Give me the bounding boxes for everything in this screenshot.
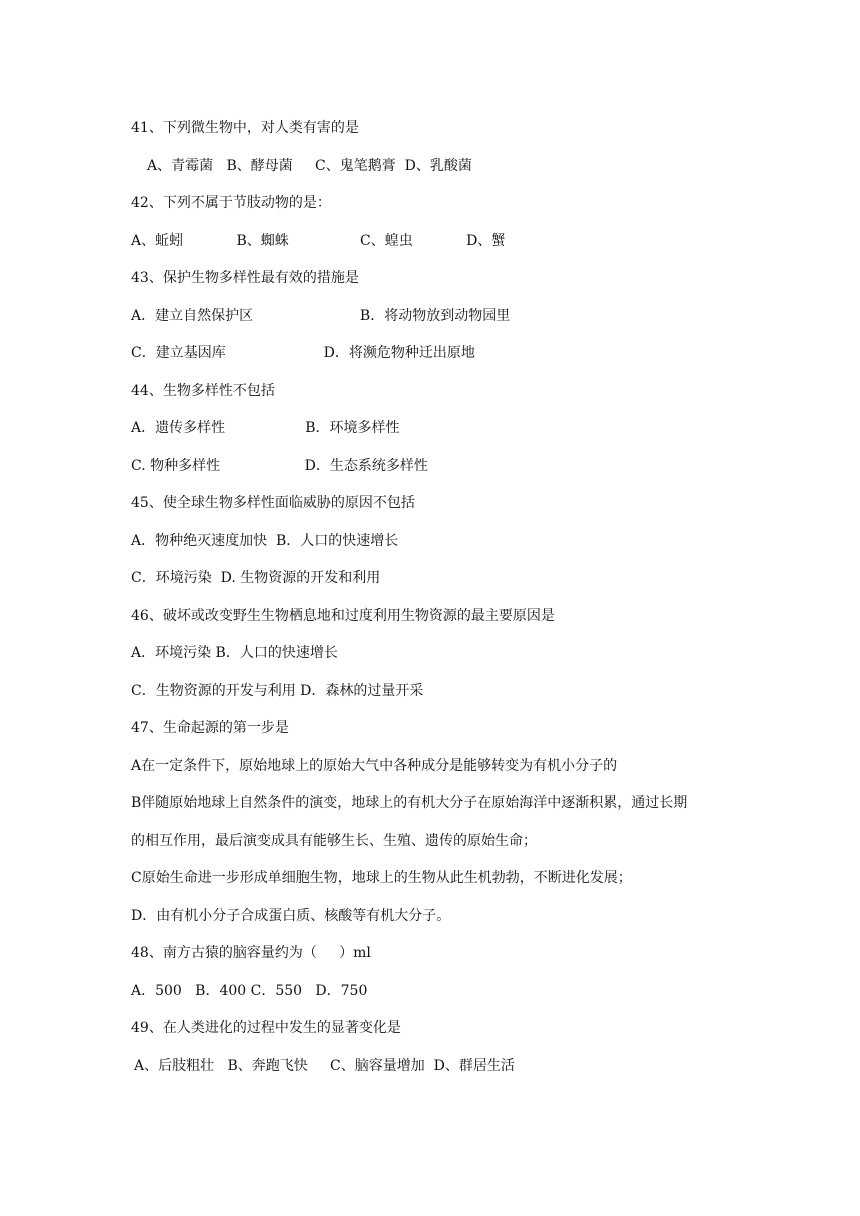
- question-41: 41、下列微生物中，对人类有害的是: [131, 120, 359, 136]
- question-46-options-ab: A．环境污染 B．人口的快速增长: [131, 645, 338, 661]
- question-47-option-c: C原始生命进一步形成单细胞生物，地球上的生物从此生机勃勃，不断进化发展；: [131, 870, 632, 886]
- question-48: 48、南方古猿的脑容量约为（ ）ml: [131, 945, 371, 961]
- question-41-options: A、青霉菌 B、酵母菌 C、鬼笔鹅膏 D、乳酸菌: [147, 158, 472, 174]
- question-43-options-ab: A．建立自然保护区 B．将动物放到动物园里: [131, 308, 511, 324]
- question-45: 45、使全球生物多样性面临威胁的原因不包括: [131, 495, 415, 511]
- question-49-options: A、后肢粗壮 B、奔跑飞快 C、脑容量增加 D、群居生活: [134, 1058, 515, 1074]
- question-44-options-ab: A．遗传多样性 B．环境多样性: [131, 420, 400, 436]
- question-44: 44、生物多样性不包括: [131, 383, 275, 399]
- question-45-options-cd: C．环境污染 D. 生物资源的开发和利用: [131, 570, 381, 586]
- question-47-option-d: D．由有机小分子合成蛋白质、核酸等有机大分子。: [131, 908, 451, 924]
- question-48-options: A．500 B．400 C．550 D．750: [131, 983, 368, 999]
- question-47-option-b: B伴随原始地球上自然条件的演变，地球上的有机大分子在原始海洋中逐渐积累，通过长期: [131, 795, 688, 811]
- question-42-options: A、蚯蚓 B、蜘蛛 C、蝗虫 D、蟹: [131, 233, 506, 249]
- question-43: 43、保护生物多样性最有效的措施是: [131, 270, 359, 286]
- question-47: 47、生命起源的第一步是: [131, 720, 289, 736]
- question-46: 46、破坏或改变野生生物栖息地和过度利用生物资源的最主要原因是: [131, 608, 555, 624]
- question-43-options-cd: C．建立基因库 D．将濒危物种迁出原地: [131, 345, 475, 361]
- question-44-options-cd: C. 物种多样性 D．生态系统多样性: [131, 458, 428, 474]
- question-46-options-cd: C．生物资源的开发与利用 D．森林的过量开采: [131, 683, 424, 699]
- question-47-option-a: A在一定条件下，原始地球上的原始大气中各种成分是能够转变为有机小分子的: [131, 758, 618, 774]
- question-42: 42、下列不属于节肢动物的是：: [131, 195, 331, 211]
- question-47-option-b-cont: 的相互作用，最后演变成具有能够生长、生殖、遗传的原始生命；: [131, 833, 537, 849]
- question-45-options-ab: A．物种绝灭速度加快 B．人口的快速增长: [131, 533, 399, 549]
- question-49: 49、在人类进化的过程中发生的显著变化是: [131, 1020, 401, 1036]
